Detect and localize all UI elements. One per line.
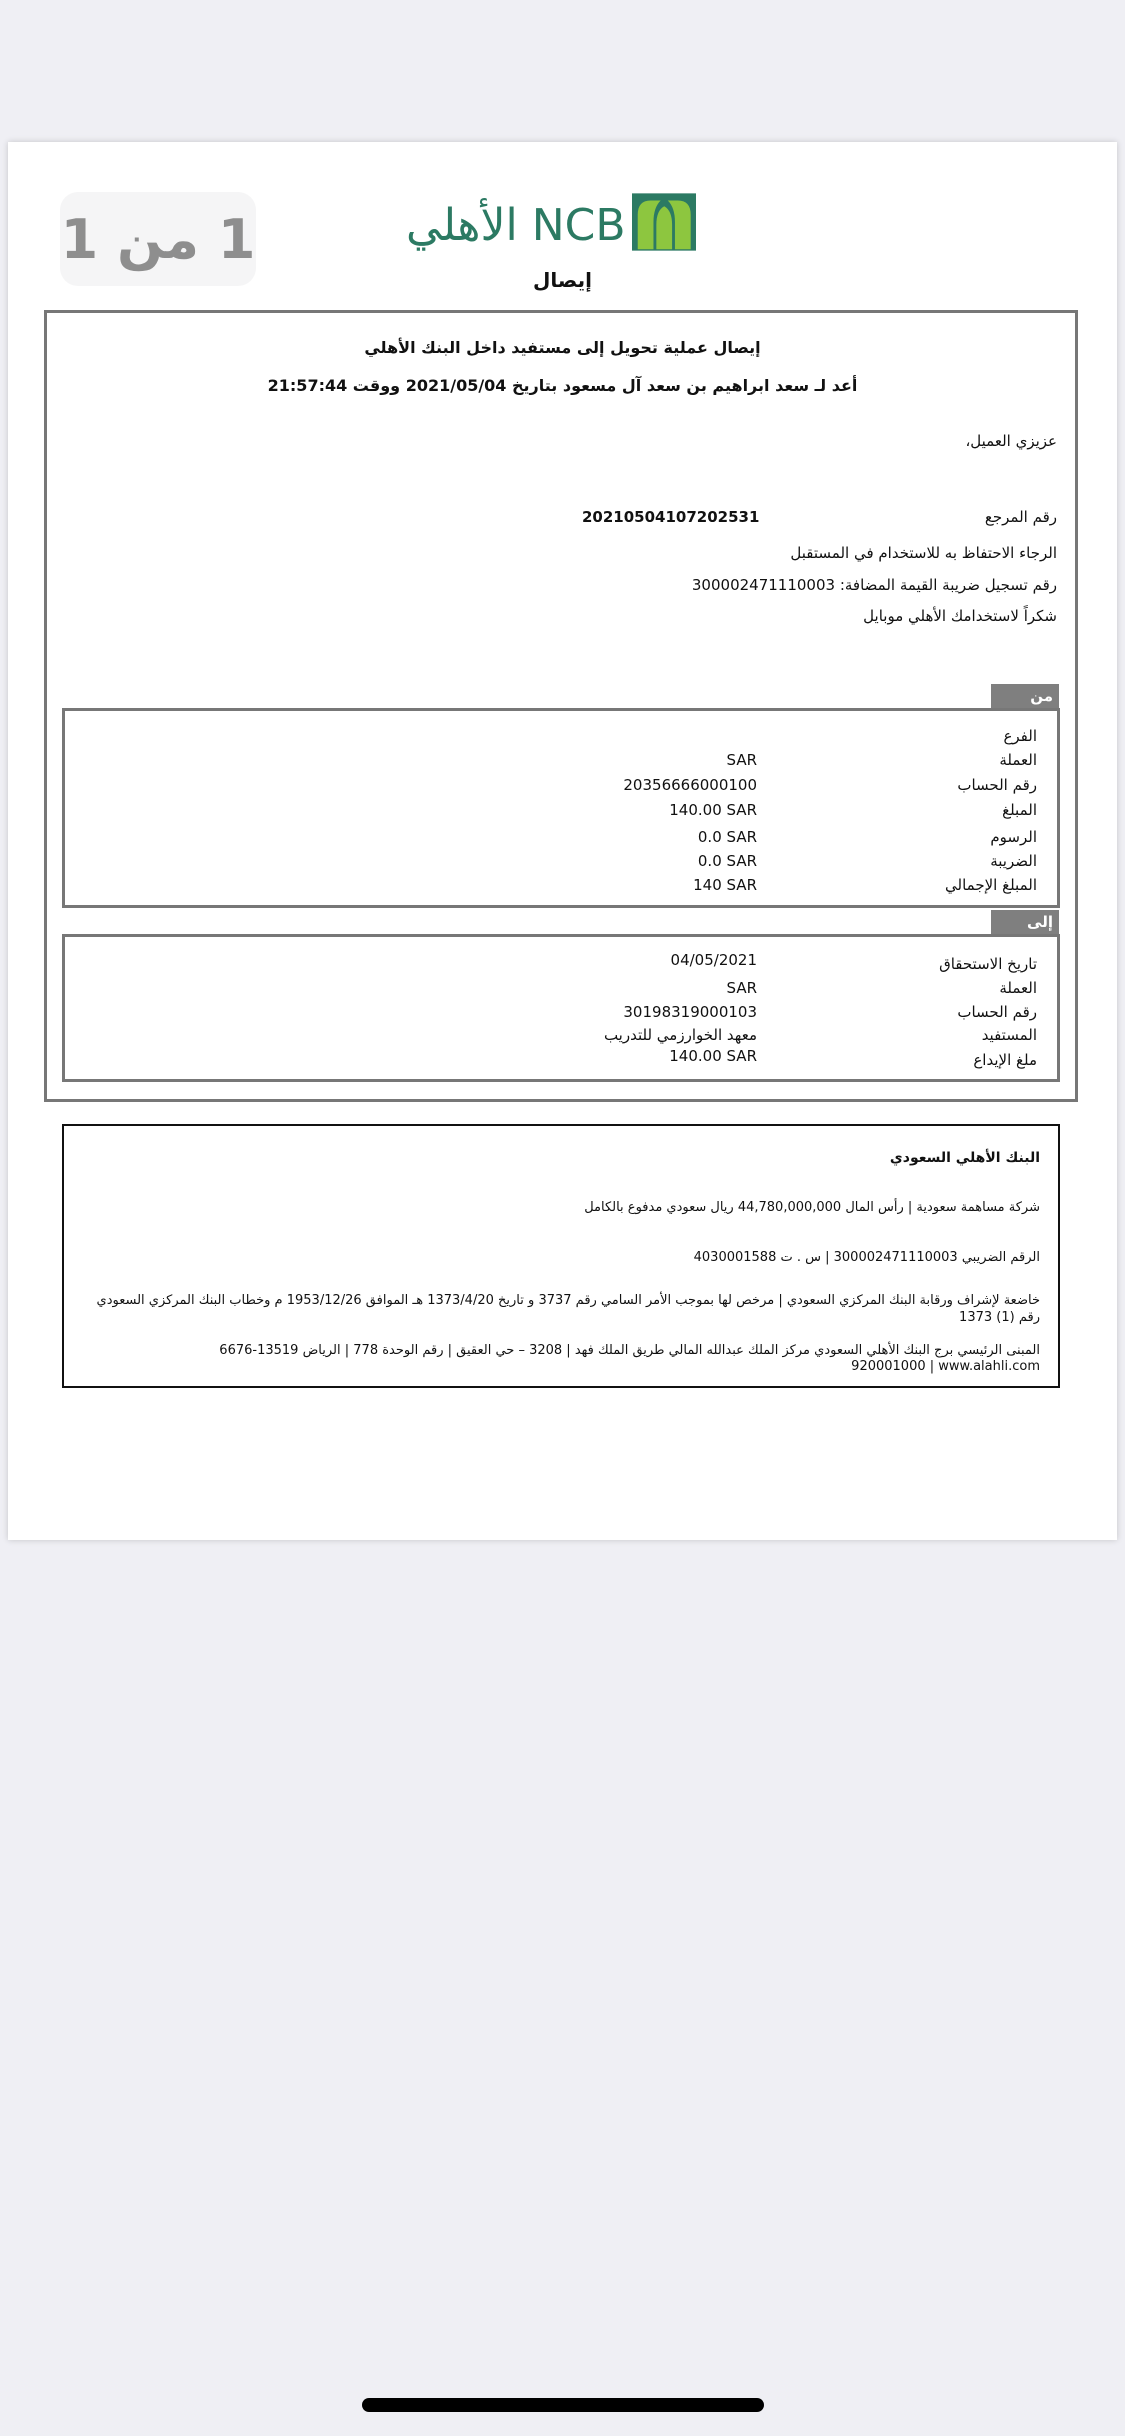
greeting: عزيزي العميل،	[965, 432, 1057, 450]
from-row-currency	[65, 751, 1057, 775]
row-value: 30198319000103	[623, 1003, 757, 1021]
to-section-tab: إلى	[991, 910, 1059, 934]
thanks-note: شكراً لاستخدامك الأهلي موبايل	[863, 607, 1057, 625]
row-value: 0.0 SAR	[697, 828, 757, 846]
row-value: 20356666000100	[623, 776, 757, 794]
row-value: 140.00 SAR	[669, 1047, 757, 1065]
from-row-total	[65, 876, 1057, 900]
from-section-box	[62, 708, 1060, 908]
to-section-box	[62, 934, 1060, 1082]
footer-bank-name: البنك الأهلي السعودي	[889, 1150, 1040, 1166]
row-label: العملة	[999, 751, 1037, 769]
reference-label: رقم المرجع	[984, 508, 1057, 526]
bank-footer	[62, 1124, 1060, 1388]
from-section-tab: من	[991, 684, 1059, 708]
row-label: العملة	[999, 979, 1037, 997]
footer-address: المبنى الرئيسي برج البنك الأهلي السعودي مركز الملك عبدالله المالي طريق الملك فهد | 3208 – حي العقيق | رقم الوحدة 778 | الرياض 13519-6676	[219, 1343, 1040, 1358]
logo-text: الأهلي NCB	[406, 200, 626, 251]
from-row-tax	[65, 852, 1057, 876]
keep-note: الرجاء الاحتفاظ به للاستخدام في المستقبل	[790, 544, 1057, 562]
row-label: المبلغ	[1002, 801, 1037, 819]
to-row-account	[65, 1003, 1057, 1027]
row-label: الضريبة	[990, 852, 1037, 870]
row-value: SAR	[726, 979, 757, 997]
from-row-amount	[65, 801, 1057, 825]
from-row-branch	[65, 727, 1057, 751]
logo-arch-icon	[632, 182, 696, 262]
from-row-account	[65, 776, 1057, 800]
footer-contact: 920001000 | www.alahli.com	[851, 1359, 1040, 1374]
row-value: SAR	[726, 751, 757, 769]
row-label: الفرع	[1003, 727, 1037, 745]
footer-tax-cr: الرقم الضريبي 300002471110003 | س . ت 4030001588	[693, 1250, 1040, 1265]
row-value: 140 SAR	[693, 876, 757, 894]
to-row-beneficiary	[65, 1026, 1057, 1050]
row-label: ملغ الإيداع	[973, 1051, 1037, 1069]
row-label: المبلغ الإجمالي	[945, 876, 1037, 894]
to-row-due-date	[65, 951, 1057, 979]
home-indicator[interactable]	[362, 2398, 764, 2412]
row-value: 0.0 SAR	[697, 852, 757, 870]
row-label: الرسوم	[990, 828, 1037, 846]
prepared-for-line: أعد لـ سعد ابراهيم بن سعد آل مسعود بتاريخ 2021/05/04 ووقت 21:57:44	[267, 376, 858, 395]
footer-license: خاضعة لإشراف ورقابة البنك المركزي السعودي | مرخص لها بموجب الأمر السامي رقم 3737 و تاريخ 1373/4/20 هـ الموافق 1953/12/26 م وخطاب البنك المركزي السعودي رقم (1) 1373	[96, 1293, 1040, 1325]
row-value: معهد الخوارزمي للتدريب	[603, 1026, 757, 1044]
row-label: المستفيد	[981, 1026, 1037, 1044]
to-row-deposit-amount	[65, 1049, 1057, 1073]
row-value: 140.00 SAR	[669, 801, 757, 819]
ncb-logo	[406, 178, 696, 262]
receipt-title: إيصال عملية تحويل إلى مستفيد داخل البنك الأهلي	[364, 338, 761, 357]
page-indicator: 1 من 1	[60, 192, 256, 286]
row-label: رقم الحساب	[957, 776, 1037, 794]
reference-value: 20210504107202531	[582, 508, 760, 526]
footer-capital: شركة مساهمة سعودية | رأس المال 44,780,000,000 ريال سعودي مدفوع بالكامل	[584, 1200, 1040, 1215]
from-row-fees	[65, 828, 1057, 852]
vat-registration: رقم تسجيل ضريبة القيمة المضافة: 300002471110003	[691, 576, 1057, 594]
row-value: 04/05/2021	[670, 951, 757, 969]
document-label: إيصال	[533, 268, 592, 292]
row-label: رقم الحساب	[957, 1003, 1037, 1021]
row-label: تاريخ الاستحقاق	[939, 955, 1037, 973]
to-row-currency	[65, 979, 1057, 1003]
